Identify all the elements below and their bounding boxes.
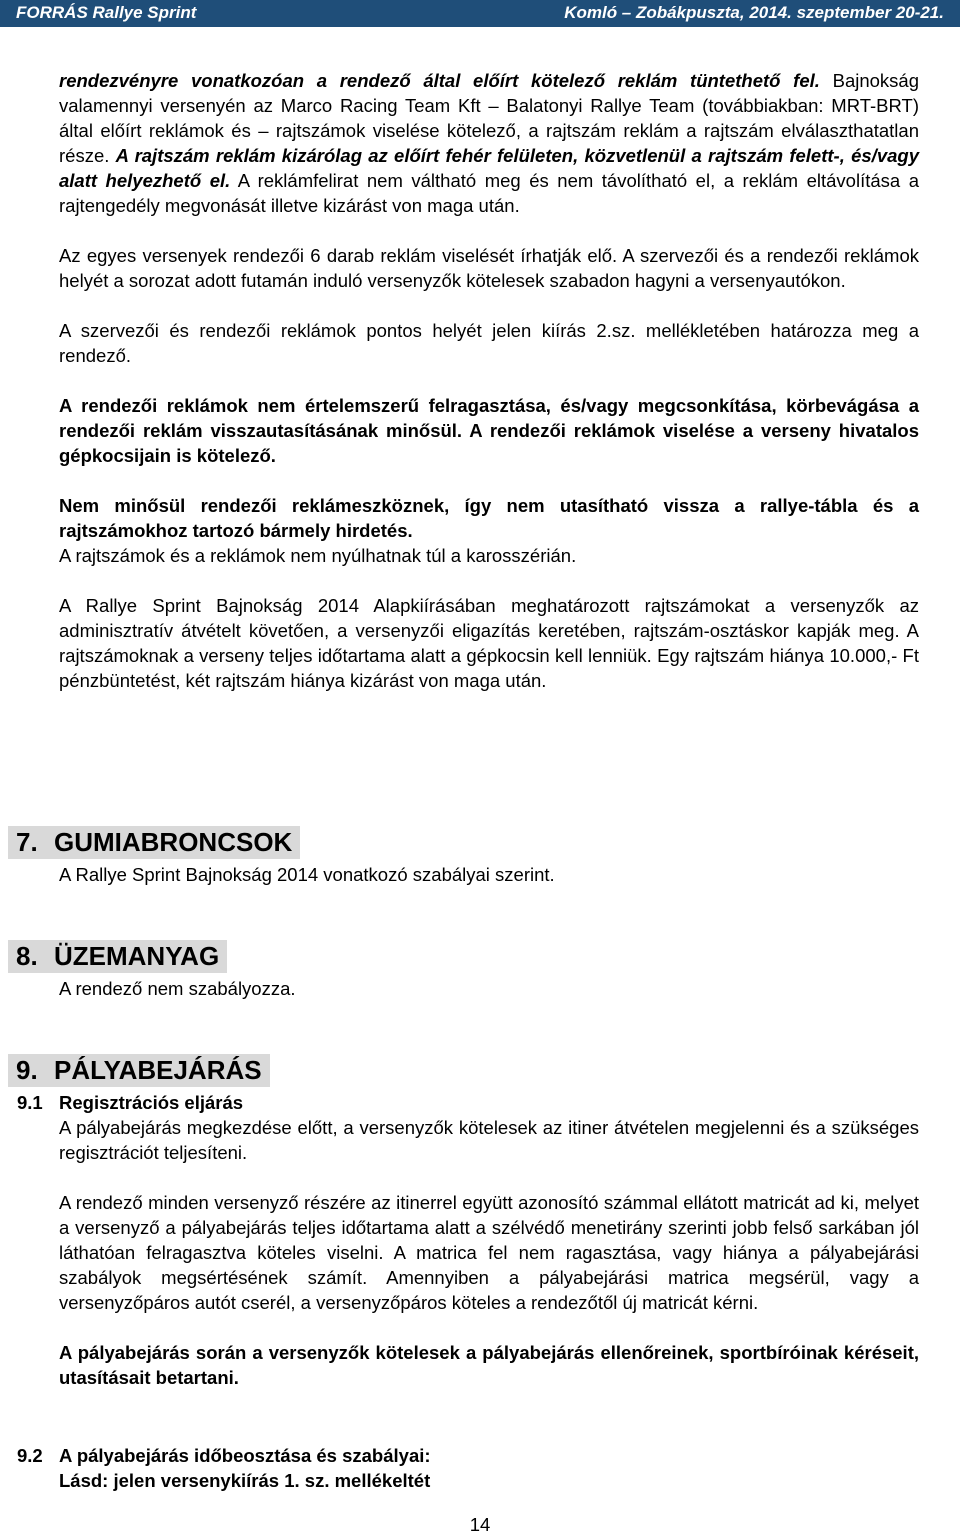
section-9-1-number: 9.1 bbox=[17, 1092, 43, 1113]
section-9-1-p2: A rendező minden versenyző részére az itinerrel együtt azonosító számmal ellátott matricát ad ki, melyet a versenyző a pályabejárás teljes időtartama alatt a szélvédő menetirány szerinti jobb felső sarkában jól láthatóan felragasztva köteles viselni. A matrica fel nem ragasztása, vagy hiánya a pályabejárási szabályok megsértésének számít. Amennyiben a pályabejárási matrica megsérül, vagy a versenyzőpáros autót cserél, a versenyzőpáros köteles a rendezőtől új matricát kérni. bbox=[59, 1192, 919, 1313]
section-9-1-p1: A pályabejárás megkezdése előtt, a versenyzők kötelesek az itiner átvételen megjelenni és a szükséges regisztrációt teljesíteni. bbox=[59, 1117, 919, 1163]
section-7-heading: 7. GUMIABRONCSOK bbox=[8, 826, 300, 859]
section-9-2 bbox=[17, 1443, 919, 1493]
page-header bbox=[0, 0, 960, 27]
section-8-heading: 8. ÜZEMANYAG bbox=[8, 940, 227, 973]
paragraph-organizer-ads: Az egyes versenyek rendezői 6 darab reklám viselését írhatják elő. A szervezői és a rendezői reklámok helyét a sorozat adott futamán induló versenyzők kötelesek szabadon hagyni a versenyautókon. bbox=[59, 245, 919, 291]
section-9-2-title: A pályabejárás időbeosztása és szabályai: bbox=[59, 1445, 431, 1466]
section-7-text: A Rallye Sprint Bajnokság 2014 vonatkozó szabályai szerint. bbox=[59, 864, 555, 885]
header-location-date: Komló – Zobákpuszta, 2014. szeptember 20-21. bbox=[564, 3, 944, 22]
section-9-1 bbox=[17, 1090, 919, 1390]
header-event-name: FORRÁS Rallye Sprint bbox=[16, 3, 197, 22]
section-9-2-number: 9.2 bbox=[17, 1445, 43, 1466]
section-9-2-reference: Lásd: jelen versenykiírás 1. sz. mellékeltét bbox=[59, 1470, 431, 1491]
section-9-1-p3: A pályabejárás során a versenyzők kötelesek a pályabejárás ellenőreinek, sportbíróinak kéréseit, utasításait betartani. bbox=[59, 1342, 919, 1388]
paragraph-bodywork: A rajtszámok és a reklámok nem nyúlhatnak túl a karosszérián. bbox=[59, 545, 577, 566]
paragraph-rally-plate: Nem minősül rendezői reklámeszköznek, így nem utasítható vissza a rallye-tábla és a rajtszámokhoz tartozó bármely hirdetés. bbox=[59, 495, 919, 541]
paragraph-advertising: rendezvényre vonatkozóan a rendező által előírt kötelező reklám tüntethető fel. Bajnokság valamennyi versenyén az Marco Racing Team Kft – Balatonyi Rallye Team (továbbiakban: MRT-BRT) által előírt reklámok és – rajtszámok viselése kötelező, a rajtszám reklám a rajtszám elválaszthatatlan része. A rajtszám reklám kizárólag az előírt fehér felületen, közvetlenül a rajtszám felett-, és/vagy alatt helyezhető el. A reklámfelirat nem váltható meg és nem távolítható el, a reklám eltávolítása a rajtengedély megvonását illetve kizárást von maga után. bbox=[59, 70, 919, 216]
page-number: 14 bbox=[469, 1514, 491, 1535]
paragraph-ad-placement: A szervezői és rendezői reklámok pontos helyét jelen kiírás 2.sz. mellékletében határozza meg a rendező. bbox=[59, 320, 919, 366]
section-9-heading: 9. PÁLYABEJÁRÁS bbox=[8, 1054, 270, 1087]
section-9-1-title: Regisztrációs eljárás bbox=[59, 1092, 244, 1113]
intro-text bbox=[59, 68, 919, 693]
paragraph-ad-rules-bold: A rendezői reklámok nem értelemszerű felragasztása, és/vagy megcsonkítása, körbevágása a rendezői reklám visszautasításának minősül. A rendezői reklámok viselése a verseny hivatalos gépkocsijain is kötelező. bbox=[59, 395, 919, 466]
section-8-text: A rendező nem szabályozza. bbox=[59, 978, 296, 999]
paragraph-start-numbers: A Rallye Sprint Bajnokság 2014 Alapkiírásában meghatározott rajtszámokat a versenyzők az adminisztratív átvételt követően, a versenyzői eligazítás keretében, rajtszám-osztáskor kapják meg. A rajtszámoknak a verseny teljes időtartama alatt a gépkocsin kell lenniük. Egy rajtszám hiánya 10.000,- Ft pénzbüntetést, két rajtszám hiánya kizárást von maga után. bbox=[59, 595, 919, 691]
